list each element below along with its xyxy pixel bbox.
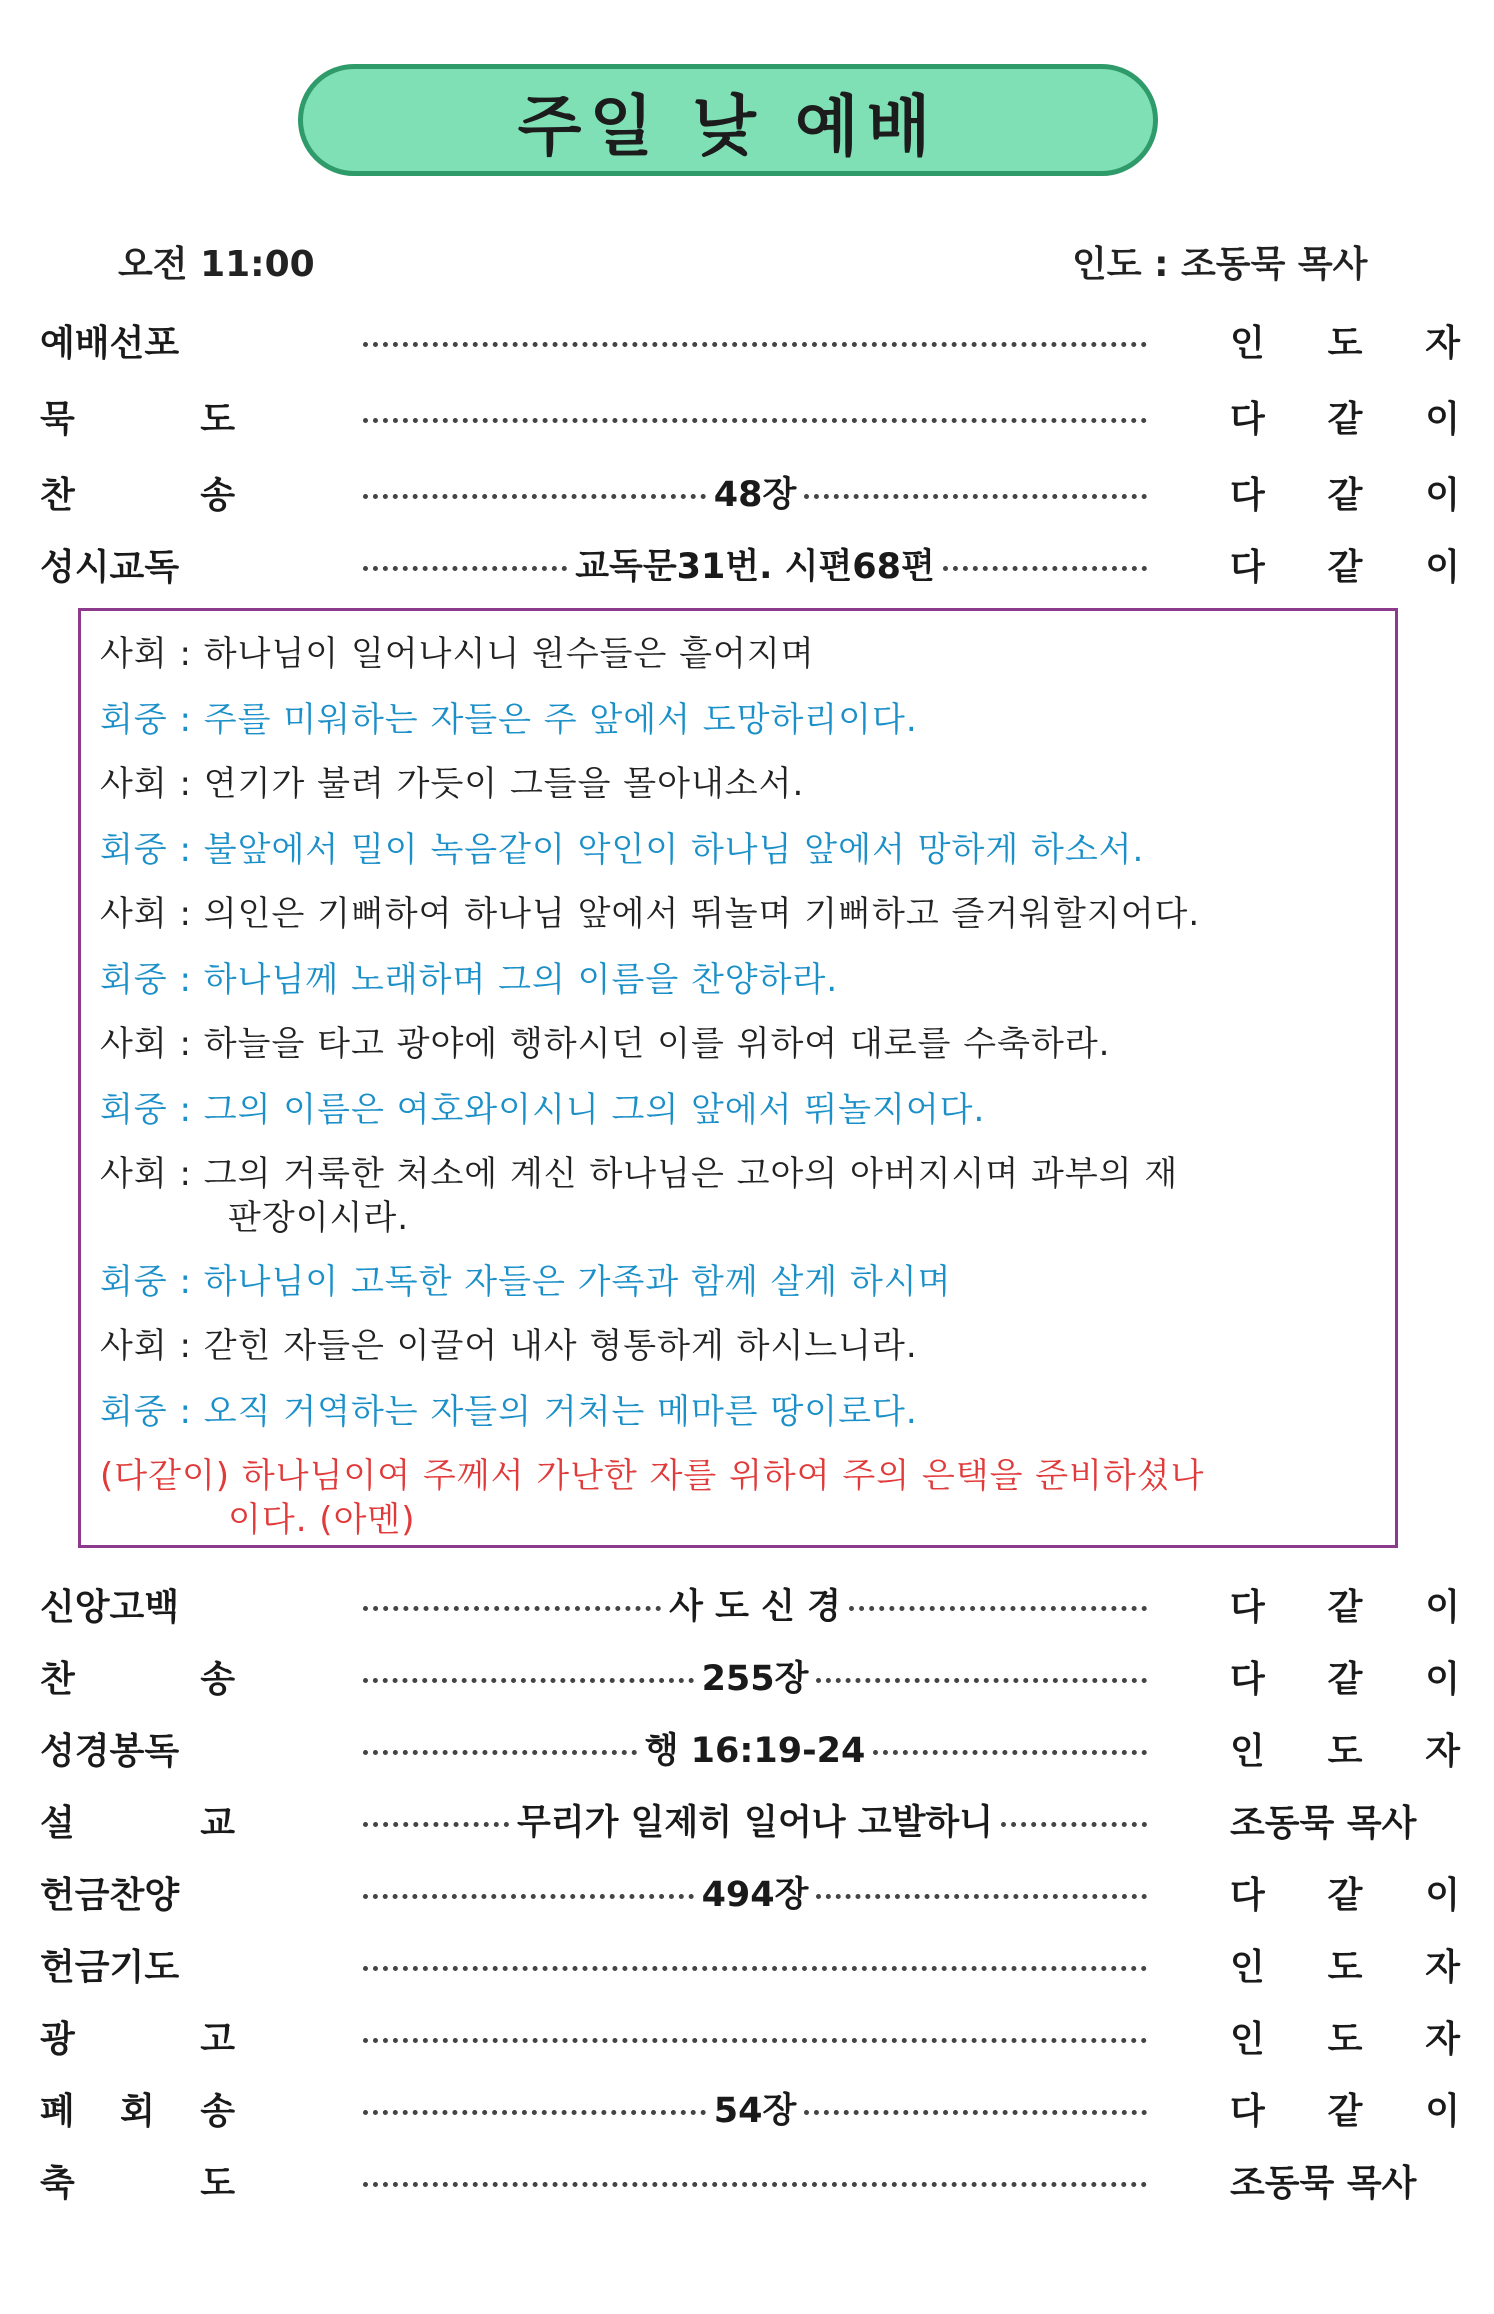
- dotted-leader: [363, 418, 1147, 423]
- order-label-part: 헌금기도: [40, 1946, 180, 1988]
- order-performer-part: 도: [1327, 322, 1363, 364]
- order-label-part: 찬: [40, 1658, 75, 1700]
- order-label: [40, 2011, 235, 2062]
- dotted-leader: [363, 1750, 637, 1755]
- order-leader-line: [355, 2078, 1155, 2138]
- order-label-part: 폐: [40, 2090, 75, 2132]
- order-leader-line: [355, 1718, 1155, 1778]
- reading-text: 갇힌 자들은 이끌어 내사 형통하게 하시느니라.: [203, 1326, 918, 1366]
- reading-text-continued: 판장이시라.: [228, 1198, 410, 1238]
- order-label: [40, 539, 235, 590]
- order-label: [40, 1939, 235, 1990]
- reading-text: 그의 거룩한 처소에 계신 하나님은 고아의 아버지시며 과부의 재: [203, 1154, 1179, 1194]
- order-content: 무리가 일제히 일어나 고발하니: [516, 1803, 994, 1843]
- order-row: [40, 1934, 1460, 1994]
- order-performer: [1230, 539, 1460, 590]
- order-performer-part: 다: [1230, 546, 1265, 588]
- order-performer-part: 도: [1327, 2018, 1363, 2060]
- reading-text: 오직 거역하는 자들의 거처는 메마른 땅이로다.: [203, 1392, 918, 1432]
- service-leader: 인도 : 조동묵 목사: [1072, 244, 1368, 285]
- speaker-label: 사회 :: [100, 1154, 204, 1194]
- order-label-part: 송: [200, 474, 235, 516]
- order-performer-part: 같: [1327, 1874, 1363, 1916]
- order-performer-part: 다: [1230, 2090, 1265, 2132]
- order-label-part: 교: [200, 1802, 235, 1844]
- speaker-label: 사회 :: [100, 1024, 204, 1064]
- order-performer: [1230, 2083, 1460, 2134]
- order-row: [40, 1718, 1460, 1778]
- responsive-line-cong: [100, 1390, 1380, 1434]
- reading-text: 불앞에서 밀이 녹음같이 악인이 하나님 앞에서 망하게 하소서.: [203, 830, 1145, 870]
- speaker-label: 회중 :: [100, 1090, 204, 1130]
- order-label-part: 도: [200, 398, 235, 440]
- order-row: [40, 2150, 1420, 2210]
- order-performer: [1230, 1939, 1460, 1990]
- order-performer-part: 이: [1425, 1658, 1460, 1700]
- order-performer: [1230, 1795, 1460, 1846]
- dotted-leader: [804, 2110, 1147, 2115]
- responsive-line-leader: [100, 762, 1380, 806]
- order-performer-part: 자: [1425, 1730, 1460, 1772]
- dotted-leader: [1001, 1822, 1147, 1827]
- order-performer-part: 이: [1425, 2090, 1460, 2132]
- order-performer-part: 이: [1425, 1586, 1460, 1628]
- order-performer-part: 같: [1327, 2090, 1363, 2132]
- order-content: 사 도 신 경: [669, 1587, 841, 1627]
- order-leader-line: [355, 386, 1155, 446]
- dotted-leader: [816, 1678, 1147, 1683]
- order-leader-line: [355, 1574, 1155, 1634]
- order-leader-line: [355, 2150, 1155, 2210]
- order-label: [40, 1723, 235, 1774]
- order-performer: [1230, 1651, 1460, 1702]
- order-performer-part: 인: [1230, 1730, 1265, 1772]
- order-label-part: 설: [40, 1802, 75, 1844]
- order-performer-part: 조동묵 목사: [1230, 1802, 1417, 1844]
- order-row: [40, 1862, 1460, 1922]
- speaker-label: (다같이): [100, 1456, 242, 1496]
- order-performer-part: 다: [1230, 398, 1265, 440]
- order-leader-line: [355, 1790, 1155, 1850]
- speaker-label: 회중 :: [100, 830, 204, 870]
- order-content: 494장: [701, 1875, 809, 1915]
- dotted-leader: [943, 566, 1147, 571]
- order-performer-part: 자: [1425, 2018, 1460, 2060]
- order-performer: [1230, 1867, 1460, 1918]
- responsive-line-leader: [100, 892, 1380, 936]
- reading-text: 그의 이름은 여호와이시니 그의 앞에서 뛰놀지어다.: [203, 1090, 986, 1130]
- order-label: [40, 1579, 235, 1630]
- order-performer-part: 조동묵 목사: [1230, 2162, 1417, 2204]
- order-label: [40, 1867, 235, 1918]
- order-content: 54장: [713, 2091, 797, 2131]
- responsive-line-leader: [100, 1152, 1380, 1240]
- speaker-label: 사회 :: [100, 764, 204, 804]
- speaker-label: 회중 :: [100, 1392, 204, 1432]
- reading-text: 하나님이여 주께서 가난한 자를 위하여 주의 은택을 준비하셨나: [241, 1456, 1205, 1496]
- order-performer-part: 인: [1230, 1946, 1265, 1988]
- order-label-part: 광: [40, 2018, 75, 2060]
- responsive-line-leader: [100, 632, 1380, 676]
- order-row: [40, 534, 1460, 594]
- order-performer-part: 같: [1327, 474, 1363, 516]
- reading-text: 의인은 기뻐하여 하나님 앞에서 뛰놀며 기뻐하고 즐거워할지어다.: [203, 894, 1201, 934]
- order-label-part: 고: [200, 2018, 235, 2060]
- responsive-line-cong: [100, 958, 1380, 1002]
- dotted-leader: [363, 1678, 694, 1683]
- responsive-line-cong: [100, 828, 1380, 872]
- order-content: 48장: [713, 475, 797, 515]
- order-label: [40, 2083, 235, 2134]
- order-performer: [1230, 315, 1460, 366]
- order-label-part: 송: [200, 1658, 235, 1700]
- dotted-leader: [363, 2038, 1147, 2043]
- order-row: [40, 462, 1460, 522]
- order-performer-part: 다: [1230, 1874, 1265, 1916]
- reading-text: 연기가 불려 가듯이 그들을 몰아내소서.: [203, 764, 805, 804]
- order-leader-line: [355, 534, 1155, 594]
- order-label-part: 축: [40, 2162, 75, 2204]
- order-performer-part: 같: [1327, 1658, 1363, 1700]
- dotted-leader: [816, 1894, 1147, 1899]
- order-performer-part: 자: [1425, 322, 1460, 364]
- dotted-leader: [363, 494, 706, 499]
- order-leader-line: [355, 1862, 1155, 1922]
- order-content: 교독문31번. 시편68편: [575, 547, 935, 587]
- order-performer-part: 인: [1230, 2018, 1265, 2060]
- responsive-line-leader: [100, 1022, 1380, 1066]
- order-label-part: 송: [200, 2090, 235, 2132]
- reading-text: 하나님이 일어나시니 원수들은 흩어지며: [203, 634, 815, 674]
- order-label: [40, 315, 235, 366]
- dotted-leader: [804, 494, 1147, 499]
- order-row: [40, 2006, 1460, 2066]
- order-label-part: 헌금찬양: [40, 1874, 180, 1916]
- order-label-part: 도: [200, 2162, 235, 2204]
- order-leader-line: [355, 1934, 1155, 1994]
- order-label-part: 묵: [40, 398, 75, 440]
- order-row: [40, 1646, 1460, 1706]
- order-performer-part: 이: [1425, 546, 1460, 588]
- order-performer-part: 이: [1425, 1874, 1460, 1916]
- order-label-part: 신앙고백: [40, 1586, 180, 1628]
- order-performer-part: 이: [1425, 398, 1460, 440]
- dotted-leader: [363, 1822, 509, 1827]
- reading-text: 하나님께 노래하며 그의 이름을 찬양하라.: [203, 960, 839, 1000]
- order-performer: [1230, 467, 1460, 518]
- order-performer-part: 이: [1425, 474, 1460, 516]
- order-leader-line: [355, 310, 1155, 370]
- order-label-part: 회: [120, 2090, 155, 2132]
- dotted-leader: [363, 1606, 661, 1611]
- order-performer-part: 다: [1230, 1586, 1265, 1628]
- dotted-leader: [873, 1750, 1147, 1755]
- order-performer: [1230, 1723, 1460, 1774]
- dotted-leader: [363, 1966, 1147, 1971]
- order-row: [40, 2078, 1460, 2138]
- order-label: [40, 467, 235, 518]
- order-label: [40, 1651, 235, 1702]
- dotted-leader: [849, 1606, 1147, 1611]
- speaker-label: 회중 :: [100, 1262, 204, 1302]
- order-label-part: 예배선포: [40, 322, 180, 364]
- reading-text: 하늘을 타고 광야에 행하시던 이를 위하여 대로를 수축하라.: [203, 1024, 1111, 1064]
- order-row: [40, 310, 1460, 370]
- reading-text: 주를 미워하는 자들은 주 앞에서 도망하리이다.: [203, 700, 918, 740]
- reading-text: 하나님이 고독한 자들은 가족과 함께 살게 하시며: [203, 1262, 952, 1302]
- order-performer: [1230, 2011, 1460, 2062]
- order-content: 255장: [701, 1659, 809, 1699]
- order-leader-line: [355, 462, 1155, 522]
- order-performer-part: 같: [1327, 546, 1363, 588]
- dotted-leader: [363, 2110, 706, 2115]
- responsive-line-all: [100, 1454, 1380, 1542]
- speaker-label: 사회 :: [100, 1326, 204, 1366]
- order-performer-part: 같: [1327, 1586, 1363, 1628]
- service-time: 오전 11:00: [118, 244, 315, 285]
- dotted-leader: [363, 1894, 694, 1899]
- order-performer-part: 도: [1327, 1730, 1363, 1772]
- dotted-leader: [363, 2182, 1147, 2187]
- dotted-leader: [363, 342, 1147, 347]
- order-label: [40, 1795, 235, 1846]
- order-row: [40, 1790, 1420, 1850]
- dotted-leader: [363, 566, 567, 571]
- responsive-line-cong: [100, 1260, 1380, 1304]
- order-performer-part: 자: [1425, 1946, 1460, 1988]
- page-title: 주일 낮 예배: [517, 87, 939, 165]
- responsive-line-leader: [100, 1324, 1380, 1368]
- order-label: [40, 2155, 235, 2206]
- order-leader-line: [355, 1646, 1155, 1706]
- order-leader-line: [355, 2006, 1155, 2066]
- order-performer-part: 인: [1230, 322, 1265, 364]
- speaker-label: 사회 :: [100, 634, 204, 674]
- order-label: [40, 391, 235, 442]
- order-label-part: 찬: [40, 474, 75, 516]
- order-label-part: 성경봉독: [40, 1730, 180, 1772]
- order-performer-part: 같: [1327, 398, 1363, 440]
- responsive-line-cong: [100, 1088, 1380, 1132]
- order-content: 행 16:19-24: [644, 1731, 866, 1771]
- speaker-label: 사회 :: [100, 894, 204, 934]
- speaker-label: 회중 :: [100, 700, 204, 740]
- speaker-label: 회중 :: [100, 960, 204, 1000]
- order-row: [40, 1574, 1460, 1634]
- order-label-part: 성시교독: [40, 546, 180, 588]
- reading-text-continued: 이다. (아멘): [228, 1500, 416, 1540]
- title-banner: [298, 64, 1158, 176]
- responsive-line-cong: [100, 698, 1380, 742]
- order-performer: [1230, 1579, 1460, 1630]
- order-performer: [1230, 2155, 1460, 2206]
- order-row: [40, 386, 1460, 446]
- order-performer: [1230, 391, 1460, 442]
- order-performer-part: 다: [1230, 1658, 1265, 1700]
- order-performer-part: 도: [1327, 1946, 1363, 1988]
- order-performer-part: 다: [1230, 474, 1265, 516]
